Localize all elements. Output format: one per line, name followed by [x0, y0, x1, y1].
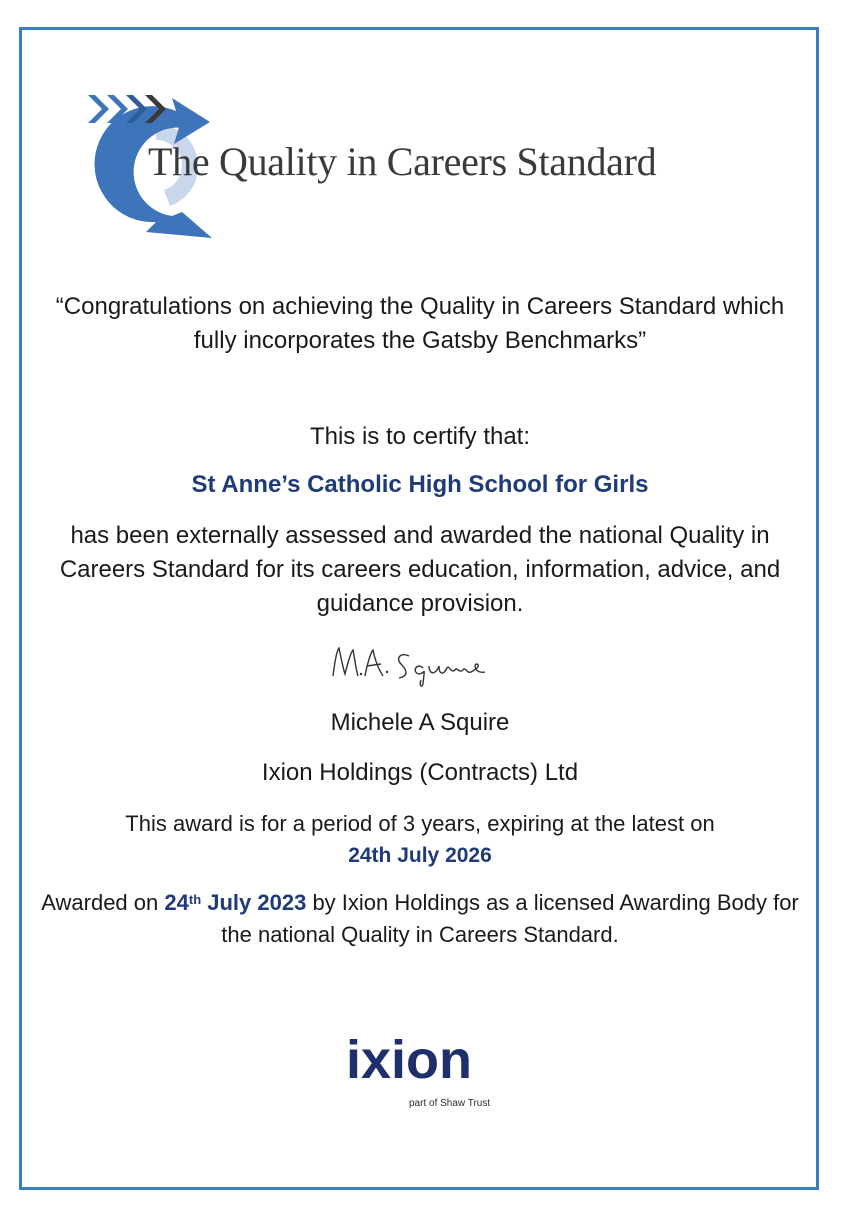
assessment-text: has been externally assessed and awarded the national Quality in Careers Standard for its careers education, information, advice, and guidance provision.: [59, 522, 781, 617]
awarded-prefix: Awarded on: [41, 890, 165, 915]
awarded-date: [164, 890, 306, 915]
awarded-day-suffix: th: [188, 892, 202, 907]
expiry-date: 24th July 2026: [348, 844, 492, 867]
school-name: St Anne’s Catholic High School for Girls: [191, 471, 649, 498]
signatory-name: Michele A Squire: [330, 709, 510, 736]
signatory-company: Ixion Holdings (Contracts) Ltd: [261, 759, 579, 786]
ixion-logo-word: ixion: [346, 1030, 473, 1090]
ixion-logo-tagline: part of Shaw Trust: [409, 1098, 491, 1109]
award-period-text: This award is for a period of 3 years, expiring at the latest on: [125, 811, 715, 836]
congratulations-quote: “Congratulations on achieving the Quality in Careers Standard which fully incorporates the Gatsby Benchmarks”: [55, 293, 785, 354]
awarded-suffix: by Ixion Holdings as a licensed Awarding Body for the national Quality in Careers Standard.: [221, 890, 799, 947]
awarded-day: 24: [164, 890, 189, 915]
handwritten-signature: [325, 640, 515, 690]
logo-title: The Quality in Careers Standard: [148, 139, 657, 184]
ixion-logo: [346, 1030, 506, 1112]
quality-in-careers-logo: [86, 92, 766, 242]
awarded-month-year: July 2023: [201, 890, 307, 915]
certify-line: This is to certify that:: [309, 423, 531, 450]
awarded-statement: [40, 887, 800, 951]
chevrons-icon: [86, 92, 168, 126]
